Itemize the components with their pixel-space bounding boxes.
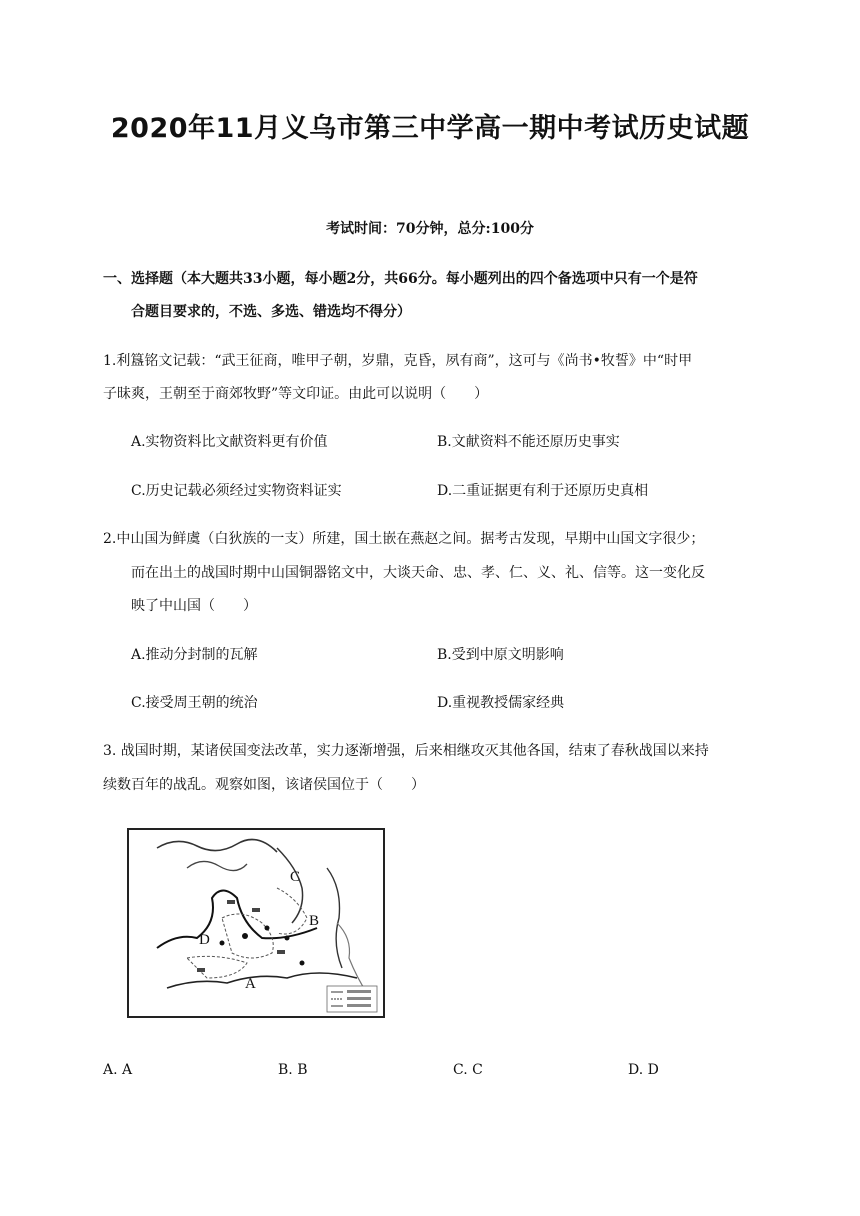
question-3-line-2: 续数百年的战乱。观察如图，该诸侯国位于（ ） — [103, 777, 425, 793]
question-3-option-d[interactable]: D. D — [628, 1062, 659, 1078]
warring-states-map — [127, 828, 385, 1018]
section-heading-line2: 合题目要求的，不选、多选、错选均不得分） — [131, 304, 411, 320]
question-3-option-b[interactable]: B. B — [278, 1062, 308, 1078]
map-label-c: C — [290, 869, 301, 885]
question-2-option-d[interactable]: D.重视教授儒家经典 — [437, 695, 565, 711]
map-label-a: A — [245, 976, 256, 992]
question-2-line-2: 而在出土的战国时期中山国铜器铭文中，大谈天命、忠、孝、仁、义、礼、信等。这一变化反 — [131, 565, 705, 581]
question-2-option-b[interactable]: B.受到中原文明影响 — [437, 647, 564, 663]
question-3-line-1: 3. 战国时期，某诸侯国变法改革，实力逐渐增强，后来相继攻灭其他各国，结束了春秋战国以来持 — [103, 743, 709, 759]
question-2-option-c[interactable]: C.接受周王朝的统治 — [131, 695, 258, 711]
question-1-option-d[interactable]: D.二重证据更有利于还原历史真相 — [437, 483, 649, 499]
section-heading-line1: 一、选择题（本大题共33小题，每小题2分，共66分。每小题列出的四个备选项中只有一个是符 — [103, 271, 698, 287]
question-2-option-a[interactable]: A.推动分封制的瓦解 — [131, 647, 258, 663]
question-1-option-b[interactable]: B.文献资料不能还原历史事实 — [437, 434, 620, 450]
question-1-option-a[interactable]: A.实物资料比文献资料更有价值 — [131, 434, 328, 450]
question-3-option-a[interactable]: A. A — [103, 1062, 133, 1078]
question-1-option-c[interactable]: C.历史记载必须经过实物资料证实 — [131, 483, 342, 499]
question-3-option-c[interactable]: C. C — [453, 1062, 483, 1078]
page-title: 2020年11月义乌市第三中学高一期中考试历史试题 — [110, 113, 750, 144]
map-label-b: B — [309, 913, 320, 929]
question-2-line-1: 2.中山国为鲜虞（白狄族的一支）所建，国土嵌在燕赵之间。据考古发现，早期中山国文字很少； — [103, 531, 705, 547]
question-2-line-3: 映了中山国（ ） — [131, 598, 257, 614]
map-label-d: D — [199, 932, 210, 948]
question-1-line-1: 1.利簋铭文记载：“武王征商，唯甲子朝，岁鼎，克昏，夙有商”，这可与《尚书•牧誓》中“时甲 — [103, 353, 693, 369]
question-1-line-2: 子昧爽，王朝至于商郊牧野”等文印证。由此可以说明（ ） — [103, 386, 489, 402]
exam-info: 考试时间：70分钟，总分:100分 — [326, 221, 534, 237]
